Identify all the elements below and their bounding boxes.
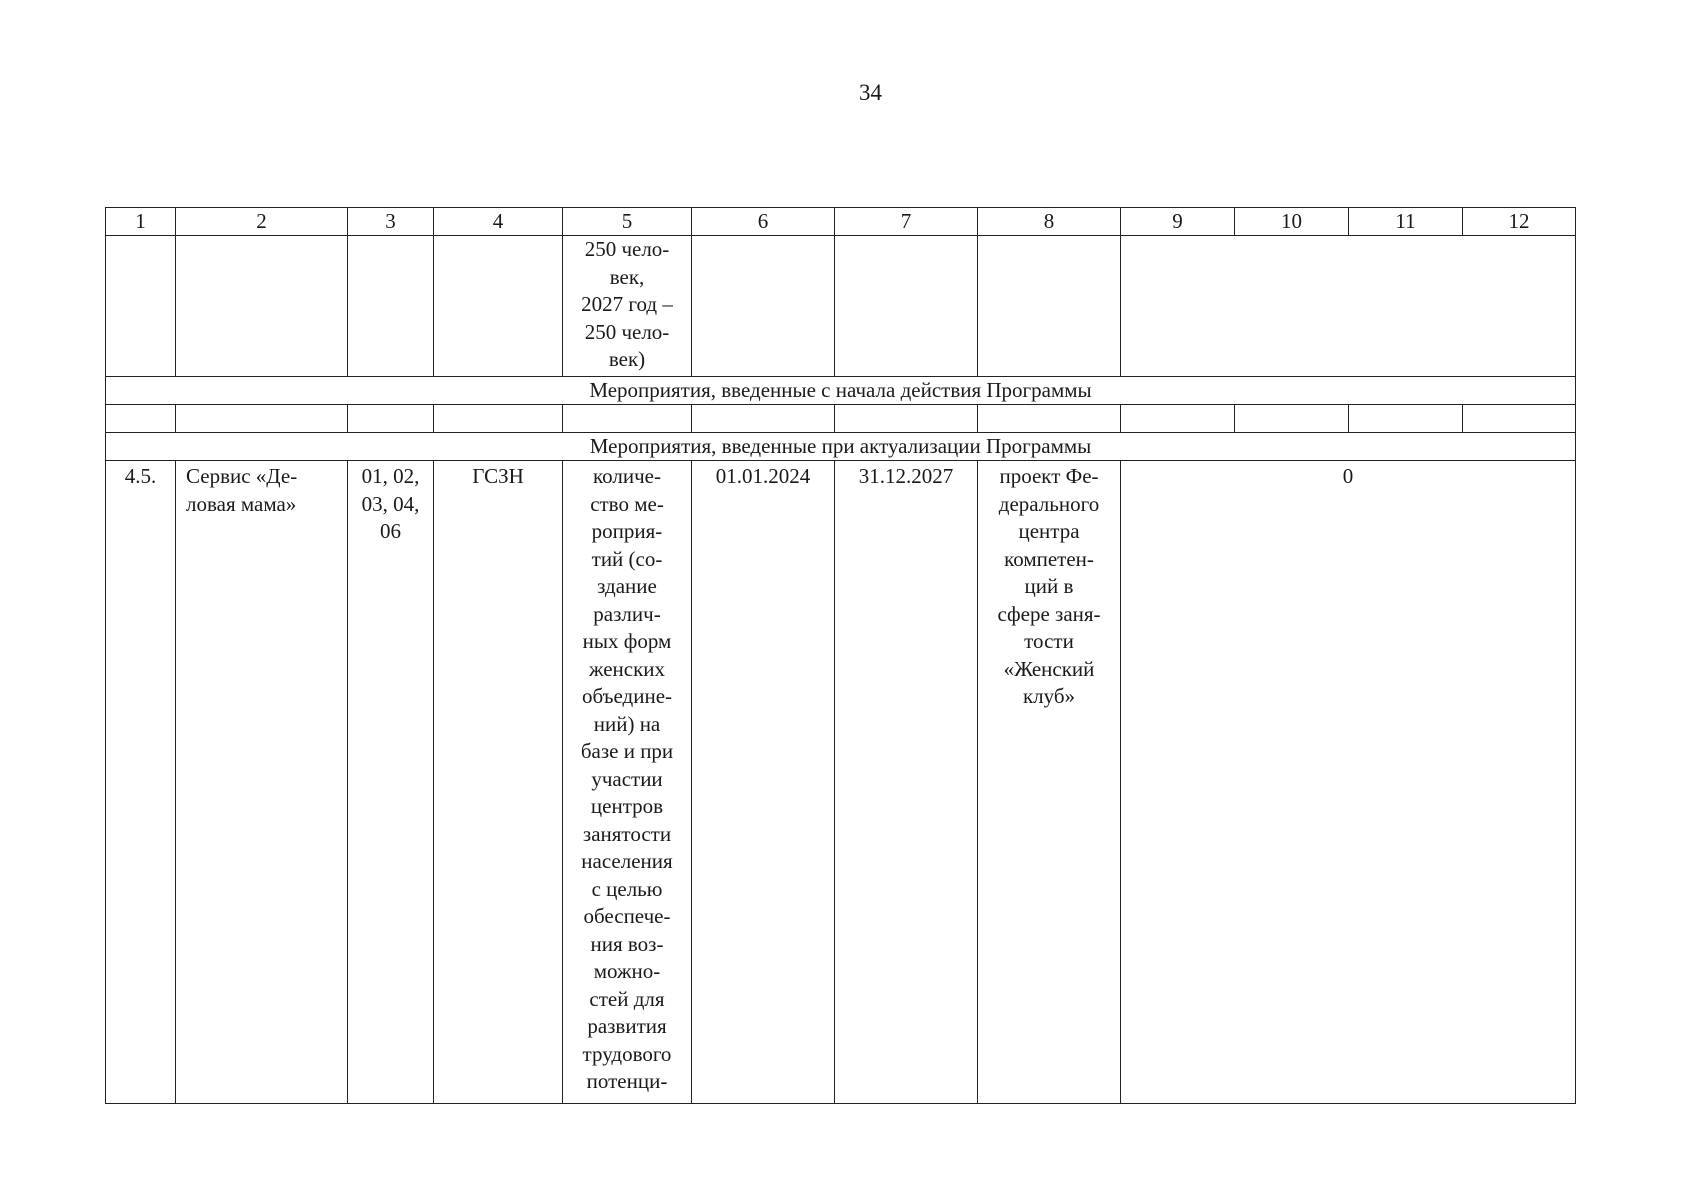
- page-number: 34: [859, 80, 882, 105]
- column-number-cell: 11: [1349, 208, 1463, 236]
- empty-row: [106, 405, 1576, 433]
- start-date: 01.01.2024: [692, 461, 835, 1104]
- column-number-cell: 2: [176, 208, 348, 236]
- empty-cell: [1235, 405, 1349, 433]
- column-number-cell: 12: [1463, 208, 1576, 236]
- source-text: проект Фе- дерального центра компетен- ций в сфере заня- тости «Женский клуб»: [997, 464, 1101, 708]
- continued-indicator-text: 250 чело- век, 2027 год – 250 чело- век): [581, 237, 673, 371]
- empty-cell: [106, 236, 176, 377]
- empty-cell: [106, 405, 176, 433]
- section-title: Мероприятия, введенные с начала действия Программы: [106, 377, 1576, 405]
- column-number-cell: 7: [835, 208, 978, 236]
- column-number-cell: 3: [348, 208, 434, 236]
- table-row: [106, 461, 1576, 1104]
- empty-cell: [434, 405, 563, 433]
- empty-cell: [1463, 405, 1576, 433]
- column-number-cell: 5: [563, 208, 692, 236]
- empty-merged-cell: [1121, 236, 1576, 377]
- column-number-cell: 1: [106, 208, 176, 236]
- executor: ГСЗН: [434, 461, 563, 1104]
- empty-cell: [348, 405, 434, 433]
- row-number: 4.5.: [106, 461, 176, 1104]
- empty-cell: [978, 236, 1121, 377]
- empty-cell: [692, 236, 835, 377]
- codes: 01, 02, 03, 04, 06: [361, 464, 420, 543]
- empty-cell: [176, 405, 348, 433]
- activity-name: Сервис «Де- ловая мама»: [186, 464, 298, 516]
- empty-cell: [176, 236, 348, 377]
- empty-cell: [835, 405, 978, 433]
- indicator-text: количе- ство ме- роприя- тий (со- здание различ- ных форм женских объедине- ний) на базе и при участии центров занятости населения с целью обеспече- ния воз- можно- стей для развития трудового потенци-: [580, 464, 674, 1093]
- column-number-row: [106, 208, 1576, 236]
- empty-cell: [348, 236, 434, 377]
- activity-name-cell: [176, 461, 348, 1104]
- empty-cell: [692, 405, 835, 433]
- column-number-cell: 6: [692, 208, 835, 236]
- indicator-cell: [563, 461, 692, 1104]
- section-row: [106, 377, 1576, 405]
- continued-indicator-cell: [563, 236, 692, 377]
- codes-cell: [348, 461, 434, 1104]
- empty-cell: [835, 236, 978, 377]
- funding-value: 0: [1121, 461, 1576, 1104]
- column-number-cell: 10: [1235, 208, 1349, 236]
- empty-cell: [563, 405, 692, 433]
- program-activities-table: [105, 207, 1576, 1104]
- column-number-cell: 4: [434, 208, 563, 236]
- empty-cell: [978, 405, 1121, 433]
- empty-cell: [434, 236, 563, 377]
- column-number-cell: 8: [978, 208, 1121, 236]
- continued-row: [106, 236, 1576, 377]
- empty-cell: [1121, 405, 1235, 433]
- end-date: 31.12.2027: [835, 461, 978, 1104]
- source-cell: [978, 461, 1121, 1104]
- column-number-cell: 9: [1121, 208, 1235, 236]
- empty-cell: [1349, 405, 1463, 433]
- section-row: [106, 433, 1576, 461]
- section-title: Мероприятия, введенные при актуализации Программы: [106, 433, 1576, 461]
